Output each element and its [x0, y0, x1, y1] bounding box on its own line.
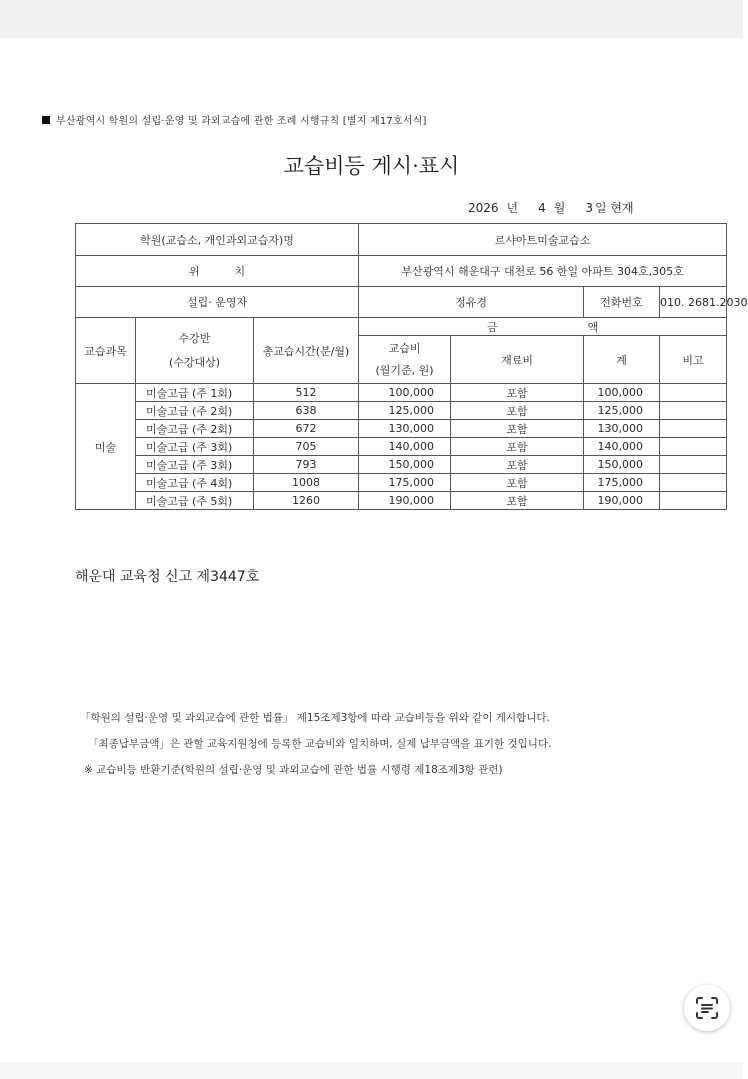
date-year-unit: 년: [506, 201, 519, 215]
table-row: [76, 420, 727, 438]
header-amount-part2: 액: [587, 320, 599, 334]
total-cell: 140,000: [584, 438, 660, 456]
header-amount: [359, 318, 727, 336]
text-scan-icon: [694, 995, 720, 1021]
total-cell: 175,000: [584, 474, 660, 492]
academy-name-value: 르샤아트미술교습소: [359, 224, 727, 256]
remarks-cell: [660, 492, 727, 510]
header-remarks: 비고: [660, 336, 727, 384]
course-cell: 미술고급 (주 3회): [136, 456, 254, 474]
date-day-unit: 일 현재: [595, 201, 634, 215]
material-cell: 포함: [451, 474, 584, 492]
table-row: [76, 438, 727, 456]
bottom-bar: [0, 1062, 743, 1079]
text-scan-button[interactable]: [684, 985, 730, 1031]
header-amount-part1: 금: [486, 320, 498, 334]
tuition-cell: 125,000: [359, 402, 451, 420]
minutes-cell: 705: [254, 438, 359, 456]
name-row: [76, 224, 727, 256]
date-day: 3: [585, 201, 594, 215]
total-cell: 125,000: [584, 402, 660, 420]
education-office-report: 해운대 교육청 신고 제3447호: [75, 569, 260, 585]
remarks-cell: [660, 384, 727, 402]
tuition-cell: 175,000: [359, 474, 451, 492]
location-label: 위 치: [76, 256, 359, 287]
table-row: [76, 456, 727, 474]
date-month: 4: [538, 201, 546, 215]
minutes-cell: 793: [254, 456, 359, 474]
material-cell: 포함: [451, 438, 584, 456]
remarks-cell: [660, 420, 727, 438]
fee-rows: [76, 384, 727, 510]
phone-value: 010. 2681.2030: [660, 287, 727, 318]
material-cell: 포함: [451, 492, 584, 510]
header-class: [136, 318, 254, 384]
note-line: ※ 교습비등 반환기준(학원의 설립·운영 및 과외교습에 관한 법률 시행령 제18조제3항 관련): [84, 764, 503, 776]
regulation-header: [42, 112, 427, 127]
course-cell: 미술고급 (주 2회): [136, 402, 254, 420]
operator-label: 설립· 운영자: [76, 287, 359, 318]
table-row: [76, 384, 727, 402]
total-cell: 150,000: [584, 456, 660, 474]
header-tuition-line2: (월기준, 원): [375, 363, 434, 377]
header-class-line1: 수강반: [178, 331, 211, 345]
course-cell: 미술고급 (주 5회): [136, 492, 254, 510]
material-cell: 포함: [451, 456, 584, 474]
header-material: 재료비: [451, 336, 584, 384]
minutes-cell: 512: [254, 384, 359, 402]
total-cell: 100,000: [584, 384, 660, 402]
remarks-cell: [660, 456, 727, 474]
course-cell: 미술고급 (주 4회): [136, 474, 254, 492]
academy-name-label: 학원(교습소, 개인과외교습자)명: [76, 224, 359, 256]
tuition-cell: 150,000: [359, 456, 451, 474]
header-tuition-line1: 교습비: [388, 341, 421, 355]
notes: [80, 705, 551, 783]
course-cell: 미술고급 (주 3회): [136, 438, 254, 456]
note-line: 「학원의 설립·운영 및 과외교습에 관한 법률」 제15조제3항에 따라 교습비등을 위와 같이 게시합니다.: [80, 712, 550, 724]
square-bullet-icon: [42, 116, 50, 124]
page-title: 교습비등 게시·표시: [283, 154, 460, 178]
header-total-time: 총교습시간(분/월): [254, 318, 359, 384]
tuition-cell: 190,000: [359, 492, 451, 510]
table-row: [76, 402, 727, 420]
remarks-cell: [660, 474, 727, 492]
operator-row: [76, 287, 727, 318]
tuition-cell: 140,000: [359, 438, 451, 456]
regulation-text: 부산광역시 학원의 설립·운영 및 과외교습에 관한 조례 시행규칙 [별지 제17호서식]: [56, 116, 427, 127]
subject-cell: 미술: [76, 384, 136, 510]
course-cell: 미술고급 (주 1회): [136, 384, 254, 402]
remarks-cell: [660, 438, 727, 456]
posting-date: [468, 199, 642, 216]
top-bar: [0, 0, 743, 38]
header-class-line2: (수강대상): [168, 355, 221, 369]
header-tuition: [359, 336, 451, 384]
material-cell: 포함: [451, 420, 584, 438]
header-row-1: [76, 318, 727, 336]
tuition-cell: 130,000: [359, 420, 451, 438]
location-value: 부산광역시 해운대구 대천로 56 한일 아파트 304호,305호: [359, 256, 727, 287]
minutes-cell: 1008: [254, 474, 359, 492]
header-total: 계: [584, 336, 660, 384]
date-year: 2026: [468, 201, 499, 215]
header-subject: 교습과목: [76, 318, 136, 384]
date-month-unit: 월: [553, 201, 566, 215]
total-cell: 190,000: [584, 492, 660, 510]
minutes-cell: 672: [254, 420, 359, 438]
material-cell: 포함: [451, 402, 584, 420]
table-row: [76, 474, 727, 492]
table-row: [76, 492, 727, 510]
fee-table: [75, 223, 748, 510]
location-row: [76, 256, 727, 287]
minutes-cell: 1260: [254, 492, 359, 510]
operator-value: 정유경: [359, 287, 584, 318]
course-cell: 미술고급 (주 2회): [136, 420, 254, 438]
note-line: 「최종납부금액」은 관할 교육지원청에 등록한 교습비와 일치하며, 실제 납부금액을 표기한 것입니다.: [88, 738, 552, 750]
minutes-cell: 638: [254, 402, 359, 420]
remarks-cell: [660, 402, 727, 420]
phone-label: 전화번호: [584, 287, 660, 318]
material-cell: 포함: [451, 384, 584, 402]
tuition-cell: 100,000: [359, 384, 451, 402]
total-cell: 130,000: [584, 420, 660, 438]
